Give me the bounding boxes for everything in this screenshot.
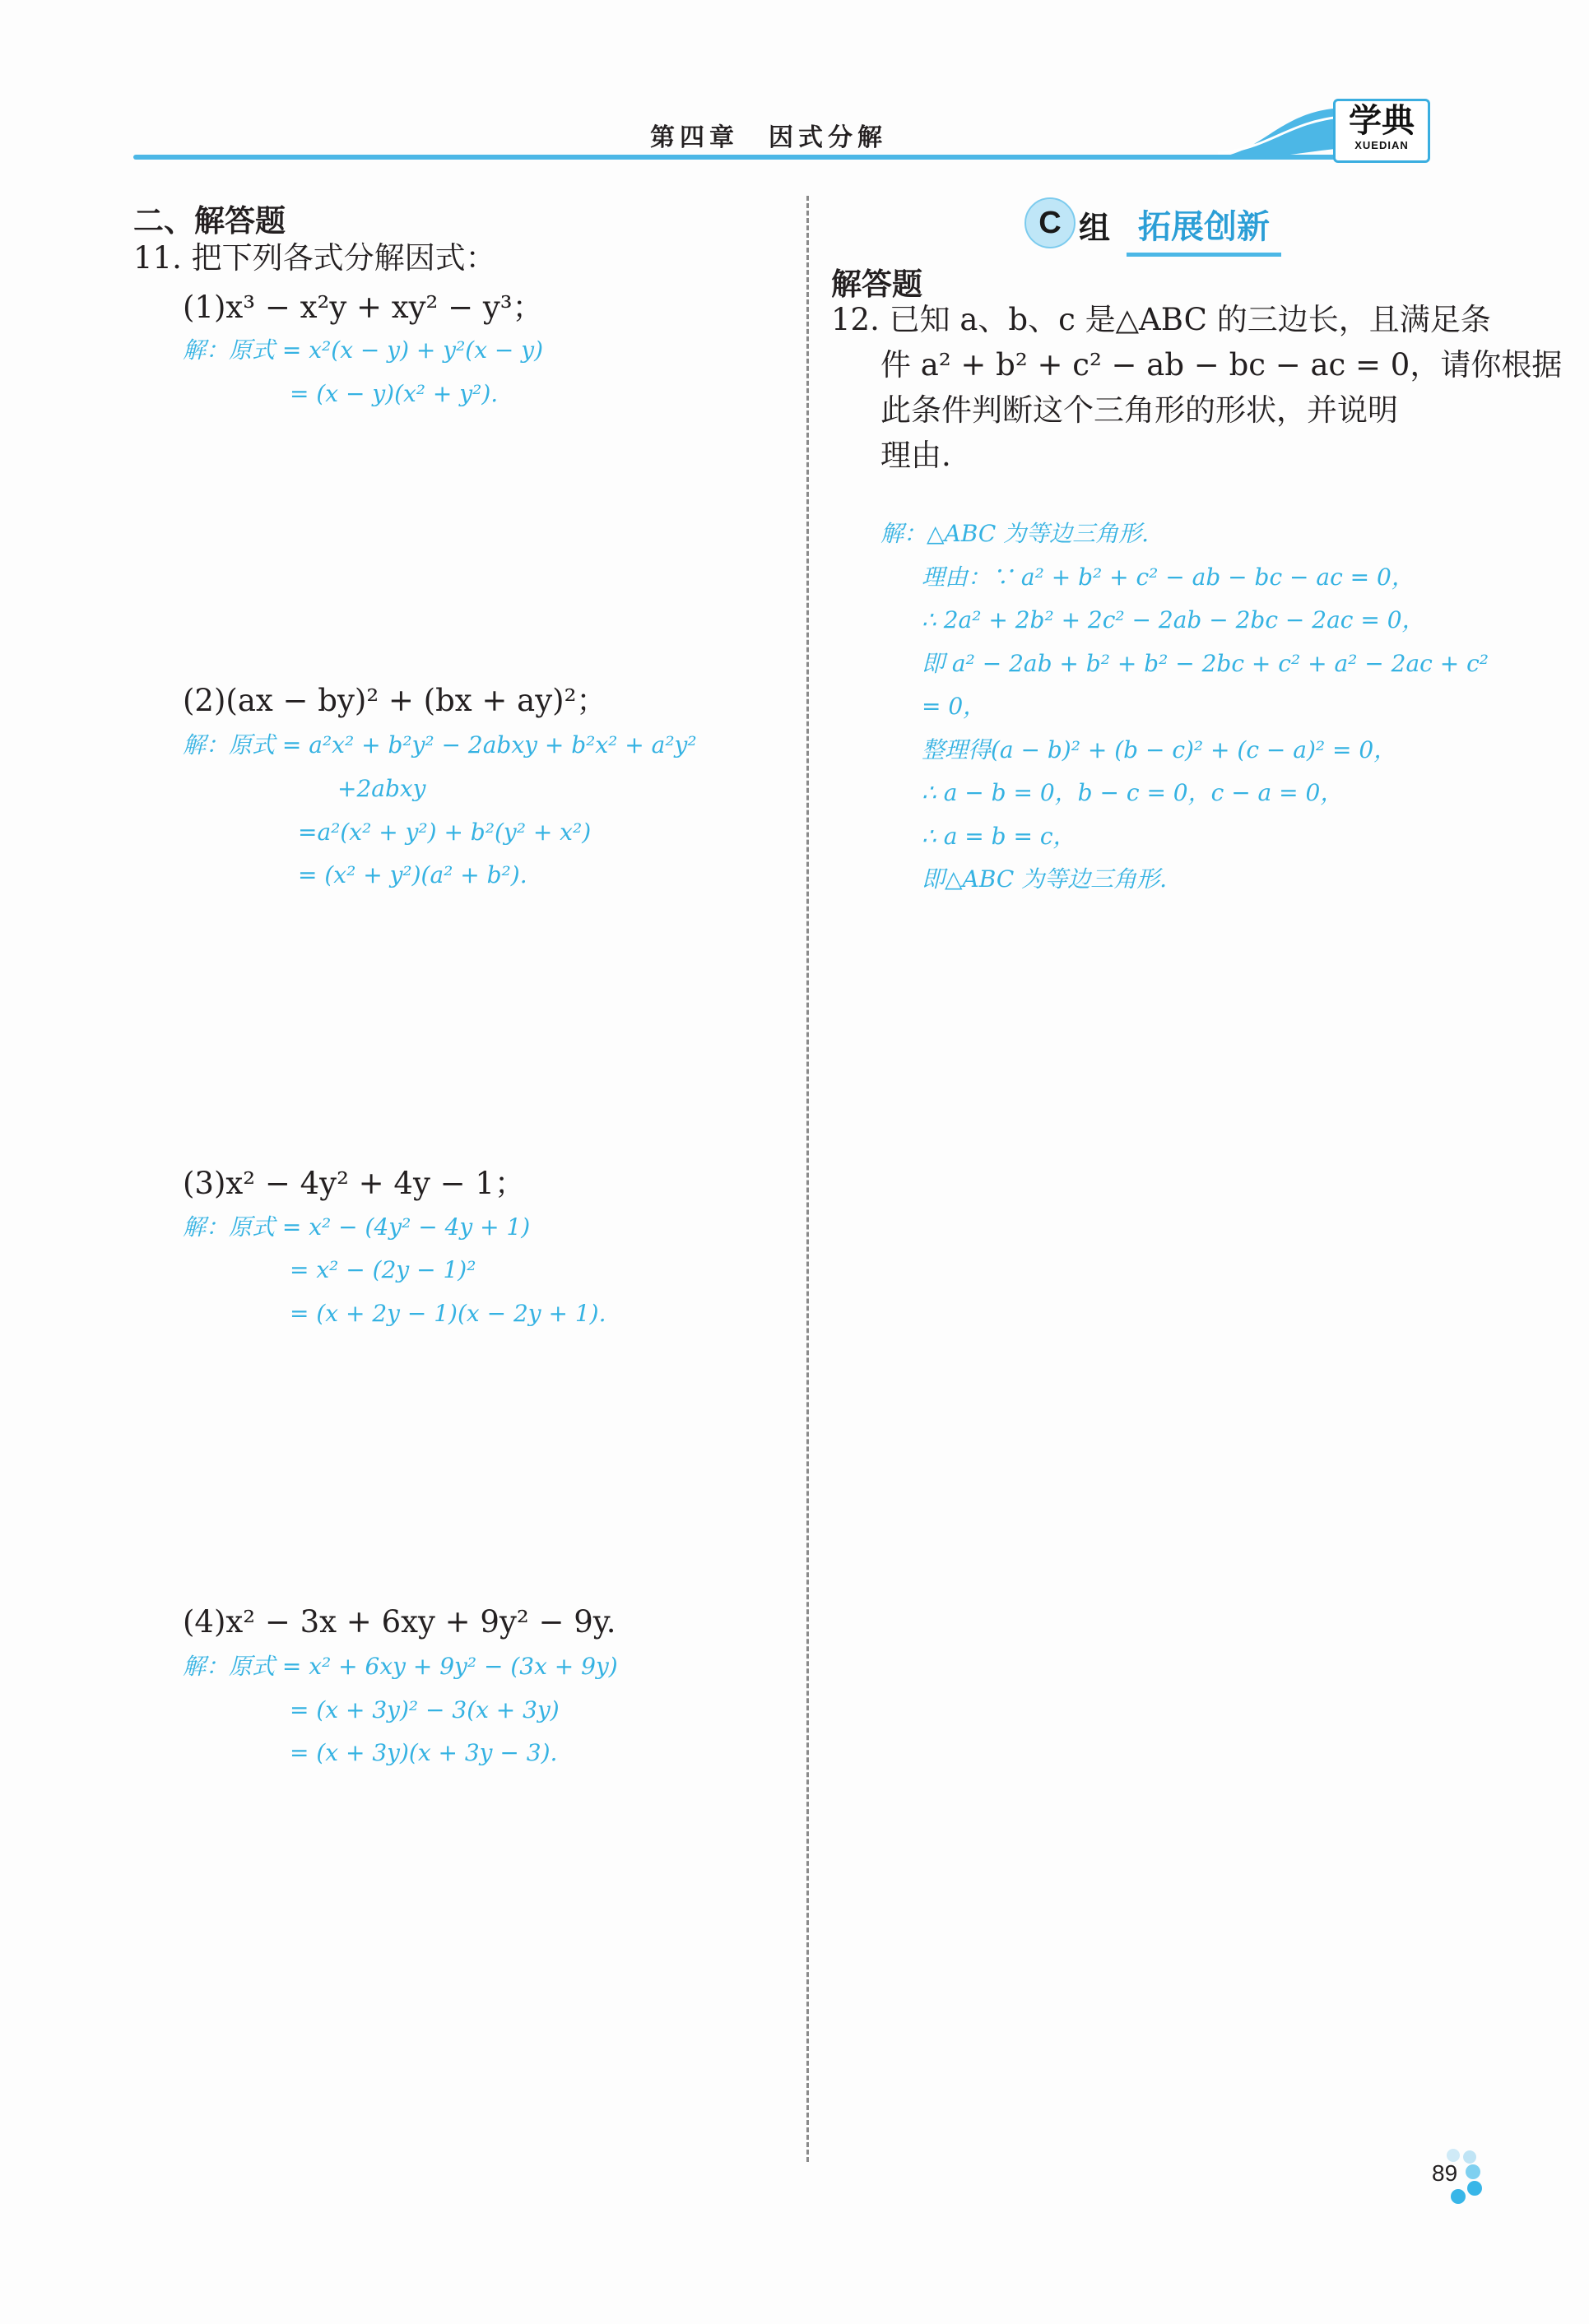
question-12-solution-line: ∴ a = b = c， — [922, 823, 1076, 850]
chapter-header: 第四章 因式分解 — [650, 123, 887, 152]
question-12-solution-line: ∴ a − b = 0，b − c = 0，c − a = 0， — [922, 779, 1344, 806]
logo-subtitle: XUEDIAN — [1354, 139, 1409, 151]
group-title: 拓展创新 — [1127, 201, 1281, 257]
question-12-solution-line: 即 a² − 2ab + b² + b² − 2bc + c² + a² − 2ac + c² — [922, 650, 1489, 677]
q11-part-2-solution-line: 解：原式 = a²x² + b²y² − 2abxy + b²x² + a²y² — [183, 731, 697, 758]
q11-part-3-solution-line: = (x + 2y − 1)(x − 2y + 1). — [290, 1300, 606, 1327]
q11-part-4-solution-line: 解：原式 = x² + 6xy + 9y² − (3x + 9y) — [183, 1653, 618, 1680]
q11-part-1-solution-line: 解：原式 = x²(x − y) + y²(x − y) — [183, 336, 544, 364]
group-letter-circle: C — [1024, 197, 1076, 248]
question-12-line: 12. 已知 a、b、c 是△ABC 的三边长，且满足条 — [831, 302, 1491, 337]
page-number: 89 — [1432, 2160, 1458, 2186]
question-12-solution-line: = 0， — [922, 693, 987, 720]
q11-part-3-solution-line: = x² − (2y − 1)² — [290, 1256, 476, 1283]
publisher-logo — [1333, 99, 1430, 163]
q11-part-2-solution-line: = (x² + y²)(a² + b²). — [298, 861, 527, 888]
q11-part-4: (4)x² − 3x + 6xy + 9y² − 9y. — [183, 1604, 616, 1640]
section-title-answers: 二、解答题 — [133, 203, 286, 239]
q11-part-1-solution-line: = (x − y)(x² + y²). — [290, 380, 499, 407]
header-wave-decoration — [1210, 99, 1350, 165]
question-12-solution-line: 解：△ABC 为等边三角形. — [880, 520, 1150, 547]
question-11-stem: 11. 把下列各式分解因式： — [133, 240, 496, 276]
group-label: 组 — [1079, 210, 1111, 246]
question-12-solution-line: 即△ABC 为等边三角形. — [922, 865, 1168, 893]
q11-part-1: (1)x³ − x²y + xy² − y³； — [183, 290, 543, 325]
column-divider — [806, 196, 809, 2162]
question-12-line: 件 a² + b² + c² − ab − bc − ac = 0，请你根据 — [880, 347, 1563, 383]
section-title-answers-c: 解答题 — [831, 267, 922, 302]
q11-part-4-solution-line: = (x + 3y)(x + 3y − 3). — [290, 1739, 558, 1766]
logo-title: 学典 — [1349, 101, 1415, 140]
q11-part-3: (3)x² − 4y² + 4y − 1； — [183, 1166, 525, 1201]
question-12-solution-line: 整理得(a − b)² + (b − c)² + (c − a)² = 0， — [922, 736, 1397, 763]
q11-part-2-solution-line: +2abxy — [337, 775, 426, 802]
question-12-solution-line: 理由：∵ a² + b² + c² − ab − bc − ac = 0， — [922, 564, 1415, 591]
q11-part-2-solution-line: =a²(x² + y²) + b²(y² + x²) — [298, 819, 592, 846]
q11-part-3-solution-line: 解：原式 = x² − (4y² − 4y + 1) — [183, 1213, 531, 1241]
question-12-line: 此条件判断这个三角形的形状，并说明 — [880, 392, 1398, 428]
header-rule — [133, 155, 1368, 160]
q11-part-2: (2)(ax − by)² + (bx + ay)²； — [183, 683, 607, 718]
q11-part-4-solution-line: = (x + 3y)² − 3(x + 3y) — [290, 1696, 560, 1723]
question-12-line: 理由. — [880, 438, 951, 473]
question-12-solution-line: ∴ 2a² + 2b² + 2c² − 2ab − 2bc − 2ac = 0， — [922, 606, 1425, 633]
